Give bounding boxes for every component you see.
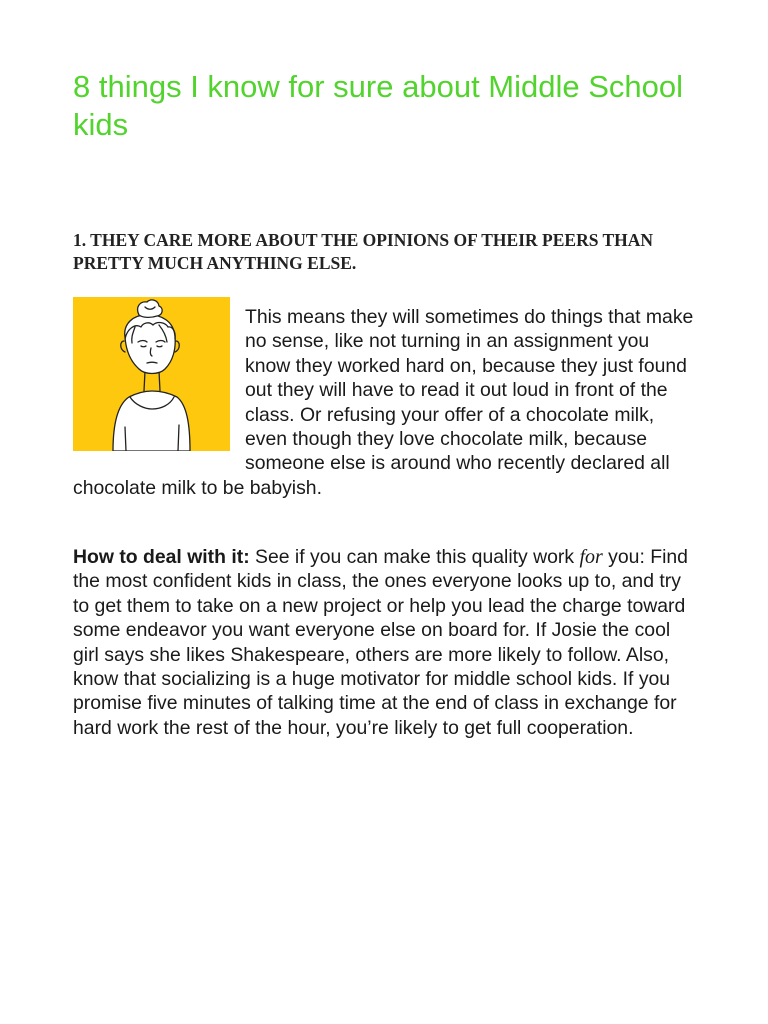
section-heading: 1. THEY CARE MORE ABOUT THE OPINIONS OF THEIR PEERS THAN PRETTY MUCH ANYTHING ELSE.: [73, 230, 654, 273]
paragraph-how-to-deal: [73, 545, 695, 740]
deal-text-after: you: Find the most confident kids in class, the ones everyone looks up to, and try to get them to take on a new project or help you lead the charge toward some endeavor you want everyone else on board for. If Josie the cool girl says she likes Shakespeare, others are more likely to follow. Also, know that socializing is a huge motivator for middle school kids. If you promise five minutes of talking time at the end of class in exchange for hard work the rest of the hour, you’re likely to get full cooperation.: [73, 546, 688, 739]
paragraph-peers-text: This means they will sometimes do things that make no sense, like not turning in an assignment you know they worked hard on, because they just found out they will have to read it out loud in front of the class. Or refusing your offer of a chocolate milk, even though they love chocolate milk, because someone else is around who recently declared all chocolate milk to be babyish.: [73, 306, 694, 499]
deal-text-before: See if you can make this quality work: [249, 546, 580, 568]
page-title: 8 things I know for sure about Middle School kids: [73, 69, 684, 142]
how-to-deal-label: How to deal with it:: [73, 546, 250, 568]
girl-drawing-icon: [73, 297, 230, 451]
paragraph-peers: [73, 305, 695, 500]
emphasis-for: for: [579, 546, 603, 568]
